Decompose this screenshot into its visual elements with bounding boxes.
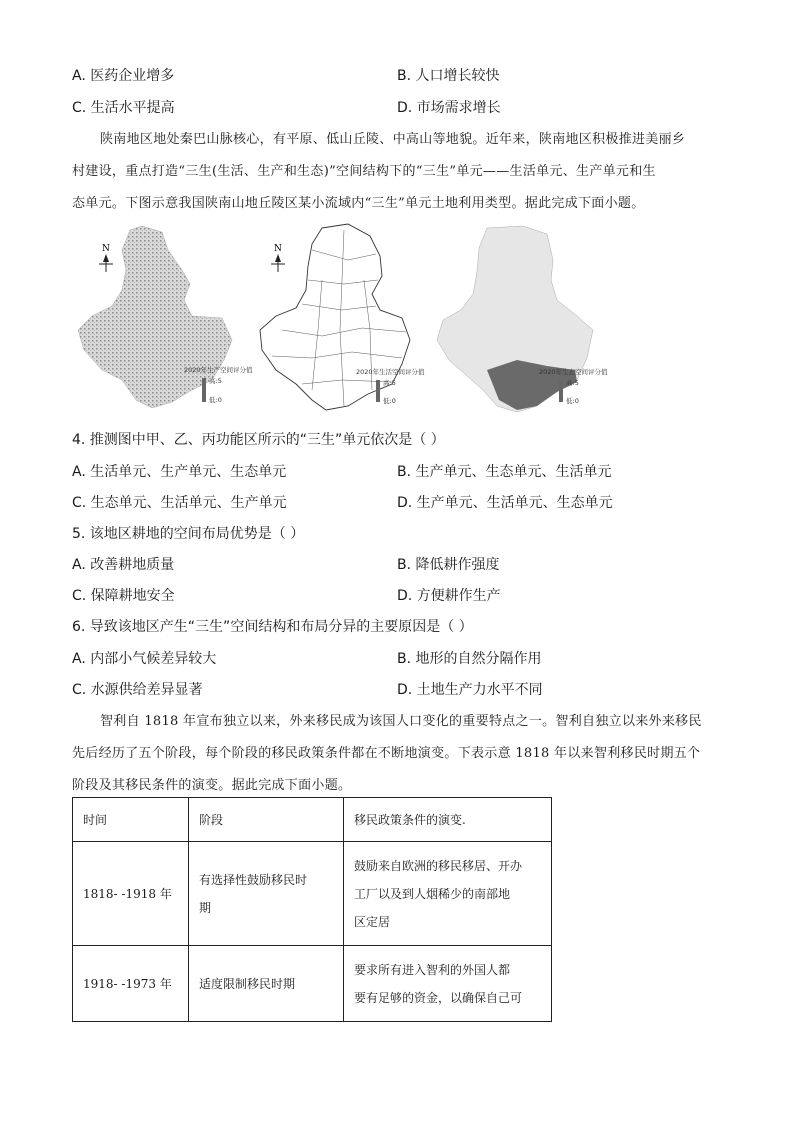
- q4-option-d: D. 生产单元、生活单元、生态单元: [397, 495, 613, 511]
- stage-line: 适度限制移民时期: [199, 976, 296, 991]
- stage-line: 期: [199, 900, 212, 915]
- q5-option-a: A. 改善耕地质量: [72, 557, 175, 573]
- q4-option-a: A. 生活单元、生产单元、生态单元: [72, 464, 287, 480]
- ecological-space-map: [427, 220, 632, 416]
- q6-option-c: C. 水源供给差异显著: [72, 682, 203, 698]
- north-arrow: [271, 244, 285, 272]
- passage-line: 态单元。下图示意我国陕南山地丘陵区某小流域内“三生”单元土地利用类型。据此完成下面小题。: [72, 196, 645, 211]
- q5-option-b: B. 降低耕作强度: [397, 557, 500, 573]
- passage-shaanxi: [72, 124, 724, 220]
- table-row: [73, 842, 552, 946]
- q3-option-a: A. 医药企业增多: [72, 68, 175, 84]
- q5-option-d: D. 方便耕作生产: [397, 588, 501, 604]
- three-life-maps-figure: [72, 220, 632, 416]
- row-stage: [189, 946, 344, 1022]
- legend-high: 高:5: [566, 379, 579, 387]
- passage-chile: [72, 706, 724, 802]
- q6-stem: 6. 导致该地区产生“三生”空间结构和布局分异的主要原因是（ ）: [72, 619, 473, 635]
- q3-option-d: D. 市场需求增长: [397, 100, 501, 116]
- q4-option-b: B. 生产单元、生态单元、生活单元: [397, 464, 612, 480]
- legend-bar: [559, 380, 563, 402]
- q6-option-a: A. 内部小气候差异较大: [72, 651, 217, 667]
- passage-line: 阶段及其移民条件的演变。据此完成下面小题。: [72, 778, 352, 793]
- map1-legend-title: 2020年生产空间评分值: [184, 366, 253, 374]
- policy-line: 鼓励来自欧洲的移民移居、开办: [354, 858, 523, 873]
- header-stage: 阶段: [189, 798, 344, 842]
- q3-option-b: B. 人口增长较快: [397, 68, 500, 84]
- q6-option-d: D. 土地生产力水平不同: [397, 682, 543, 698]
- q5-option-c: C. 保障耕地安全: [72, 588, 175, 604]
- row-policy: [344, 946, 552, 1022]
- q4-stem: 4. 推测图中甲、乙、丙功能区所示的“三生”单元依次是（ ）: [72, 432, 445, 448]
- passage-line: 村建设，重点打造“三生(生活、生产和生态)”空间结构下的“三生”单元——生活单元、生产单元和生: [72, 164, 656, 179]
- legend-high: 高:5: [209, 377, 222, 385]
- header-time: 时间: [73, 798, 189, 842]
- policy-line: 要求所有进入智利的外国人都: [354, 962, 511, 977]
- stage-line: 有选择性鼓励移民时: [199, 872, 308, 887]
- north-label: N: [274, 244, 282, 254]
- row-policy: [344, 842, 552, 946]
- q4-option-c: C. 生态单元、生活单元、生产单元: [72, 495, 287, 511]
- header-policy: 移民政策条件的演变.: [344, 798, 552, 842]
- policy-line: 区定居: [354, 914, 391, 929]
- chile-migration-table: [72, 797, 552, 1022]
- legend-bar: [202, 378, 206, 402]
- passage-line: 智利自 1818 年宣布独立以来，外来移民成为该国人口变化的重要特点之一。智利自独立以来外来移民: [100, 714, 702, 729]
- row-time: 1918- -1973 年: [73, 946, 189, 1022]
- passage-line: 陕南地区地处秦巴山脉核心，有平原、低山丘陵、中高山等地貌。近年来，陕南地区积极推进美丽乡: [100, 132, 686, 147]
- legend-low: 低:0: [209, 396, 222, 404]
- legend-low: 低:0: [383, 397, 396, 405]
- row-stage: [189, 842, 344, 946]
- production-space-map: [72, 220, 262, 416]
- q5-stem: 5. 该地区耕地的空间布局优势是（ ）: [72, 526, 305, 542]
- table-header-row: [73, 798, 552, 842]
- map3-legend-title: 2020年生态空间评分值: [539, 368, 608, 376]
- north-arrow: [99, 244, 113, 272]
- legend-high: 高:5: [383, 379, 396, 387]
- table-row: [73, 946, 552, 1022]
- living-space-map: [252, 220, 442, 416]
- policy-line: 要有足够的资金，以确保自己可: [354, 990, 523, 1005]
- policy-line: 工厂以及到人烟稀少的南部地: [354, 886, 511, 901]
- q6-option-b: B. 地形的自然分隔作用: [397, 651, 542, 667]
- passage-line: 先后经历了五个阶段，每个阶段的移民政策条件都在不断地演变。下表示意 1818 年以来智利移民时期五个: [72, 746, 701, 761]
- q3-option-c: C. 生活水平提高: [72, 100, 175, 116]
- row-time: 1818- -1918 年: [73, 842, 189, 946]
- map2-legend-title: 2020年生活空间评分值: [356, 368, 425, 376]
- north-label: N: [102, 244, 110, 254]
- legend-bar: [376, 380, 380, 402]
- legend-low: 低:0: [566, 397, 579, 405]
